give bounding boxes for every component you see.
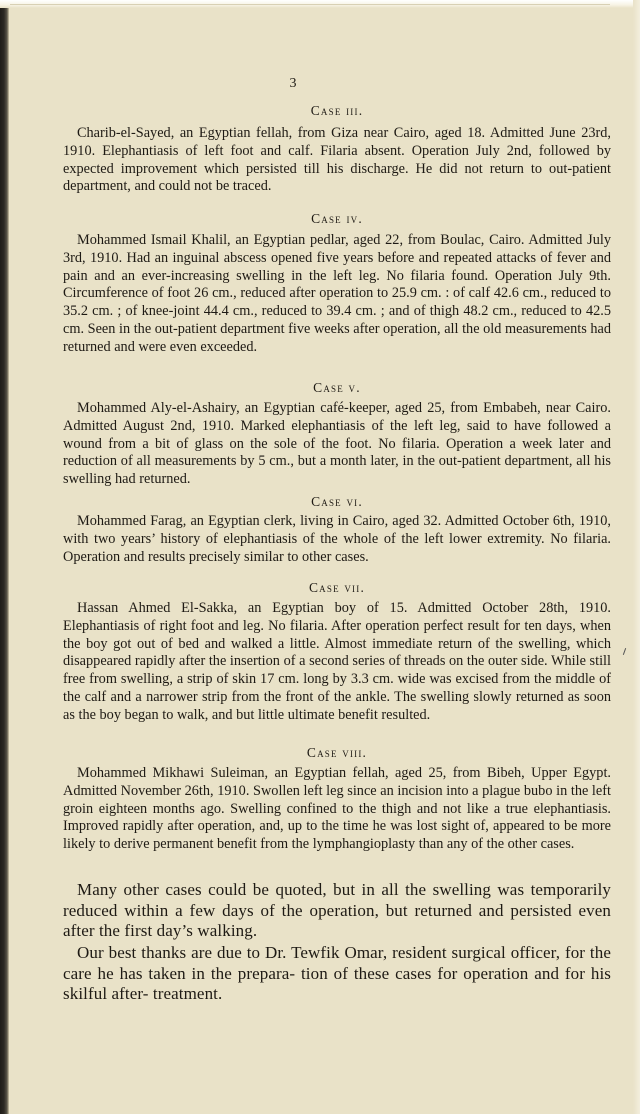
margin-stray-mark — [623, 648, 626, 655]
case-5-heading: Case v. — [313, 380, 361, 395]
page-right-edge — [633, 0, 640, 1114]
case-3-text: Charib-el-Sayed, an Egyptian fellah, from Giza near Cairo, aged 18. Admitted June 23rd, 1910. Elephantiasis of left foot and calf. Filaria absent. Operation July 2nd, followed by expected improvement which persisted till his discharge. He did not return to out-patient department, and could not be traced. — [63, 125, 611, 195]
case-6-text: Mohammed Farag, an Egyptian clerk, living in Cairo, aged 32. Admitted October 6th, 1910, with two years’ history of elephantiasis of the whole of the left lower extremity. No filaria. Operation and results precisely similar to other cases. — [63, 513, 611, 565]
closing-paragraph-other-cases: Many other cases could be quoted, but in all the swelling was temporarily reduced within a few days of the operation, but returned and persisted even after the first day’s walking. — [63, 880, 611, 941]
case-4-text: Mohammed Ismail Khalil, an Egyptian pedlar, aged 22, from Boulac, Cairo. Admitted July 3rd, 1910. Had an inguinal abscess opened five years before and repeated attacks of fever and pain and an ever-increasing swelling in the left leg. No filaria found. Operation July 9th. Circumference of foot 26 cm., reduced after operation to 25.9 cm. : of calf 42.6 cm., reduced to 35.2 cm. ; of knee-joint 44.4 cm., reduced to 39.4 cm. ; and of thigh 48.2 cm., reduced to 42.5 cm. Seen in the out-patient department five weeks after operation, all the old measurements had returned and were even exceeded. — [63, 232, 611, 355]
case-8-heading: Case viii. — [306, 745, 368, 760]
case-7-heading: Case vii. — [308, 580, 366, 595]
case-3-heading: Case iii. — [310, 103, 364, 118]
case-7-text: Hassan Ahmed El-Sakka, an Egyptian boy of 15. Admitted October 28th, 1910. Elephantiasis of right foot and leg. No filaria. After operation perfect result for ten days, when the boy got out of bed and walked a little. Almost immediate return of the swelling, which disappeared rapidly after the insertion of a second series of threads on the outer side. While still free from swelling, a strip of skin 17 cm. long by 3.3 cm. wide was excised from the middle of the calf and a narrower strip from the front of the ankle. The swelling slowly returned as soon as the boy began to walk, and but little ultimate benefit resulted. — [63, 600, 611, 723]
case-8-text: Mohammed Mikhawi Suleiman, an Egyptian fellah, aged 25, from Bibeh, Upper Egypt. Admitted November 26th, 1910. Swollen left leg since an incision into a plague bubo in the left groin eighteen months ago. Swelling confined to the thigh and not like a true elephantiasis. Improved rapidly after operation, and, up to the time he was lost sight of, appeared to be more likely to derive permanent benefit from the lymphangioplasty than any of the other cases. — [63, 765, 611, 853]
page-number: 3 — [289, 76, 297, 91]
case-5-text: Mohammed Aly-el-Ashairy, an Egyptian café-keeper, aged 25, from Embabeh, near Cairo. Admitted August 2nd, 1910. Marked elephantiasis of the left leg, said to have followed a wound from a bit of glass on the sole of the foot. No filaria. Operation a week later and reduction of all measurements by 5 cm., but a month later, in the out-patient department, all his swelling had returned. — [63, 400, 611, 488]
case-6-heading: Case vi. — [311, 494, 363, 509]
case-4-heading: Case iv. — [311, 211, 363, 226]
closing-paragraph-acknowledgement: Our best thanks are due to Dr. Tewfik Omar, resident surgical officer, for the care he has taken in the prepara- tion of these cases for operation and for his skilful after- treatment. — [63, 943, 611, 1004]
book-spine-shadow — [0, 0, 9, 1114]
page-top-rule — [10, 4, 610, 5]
